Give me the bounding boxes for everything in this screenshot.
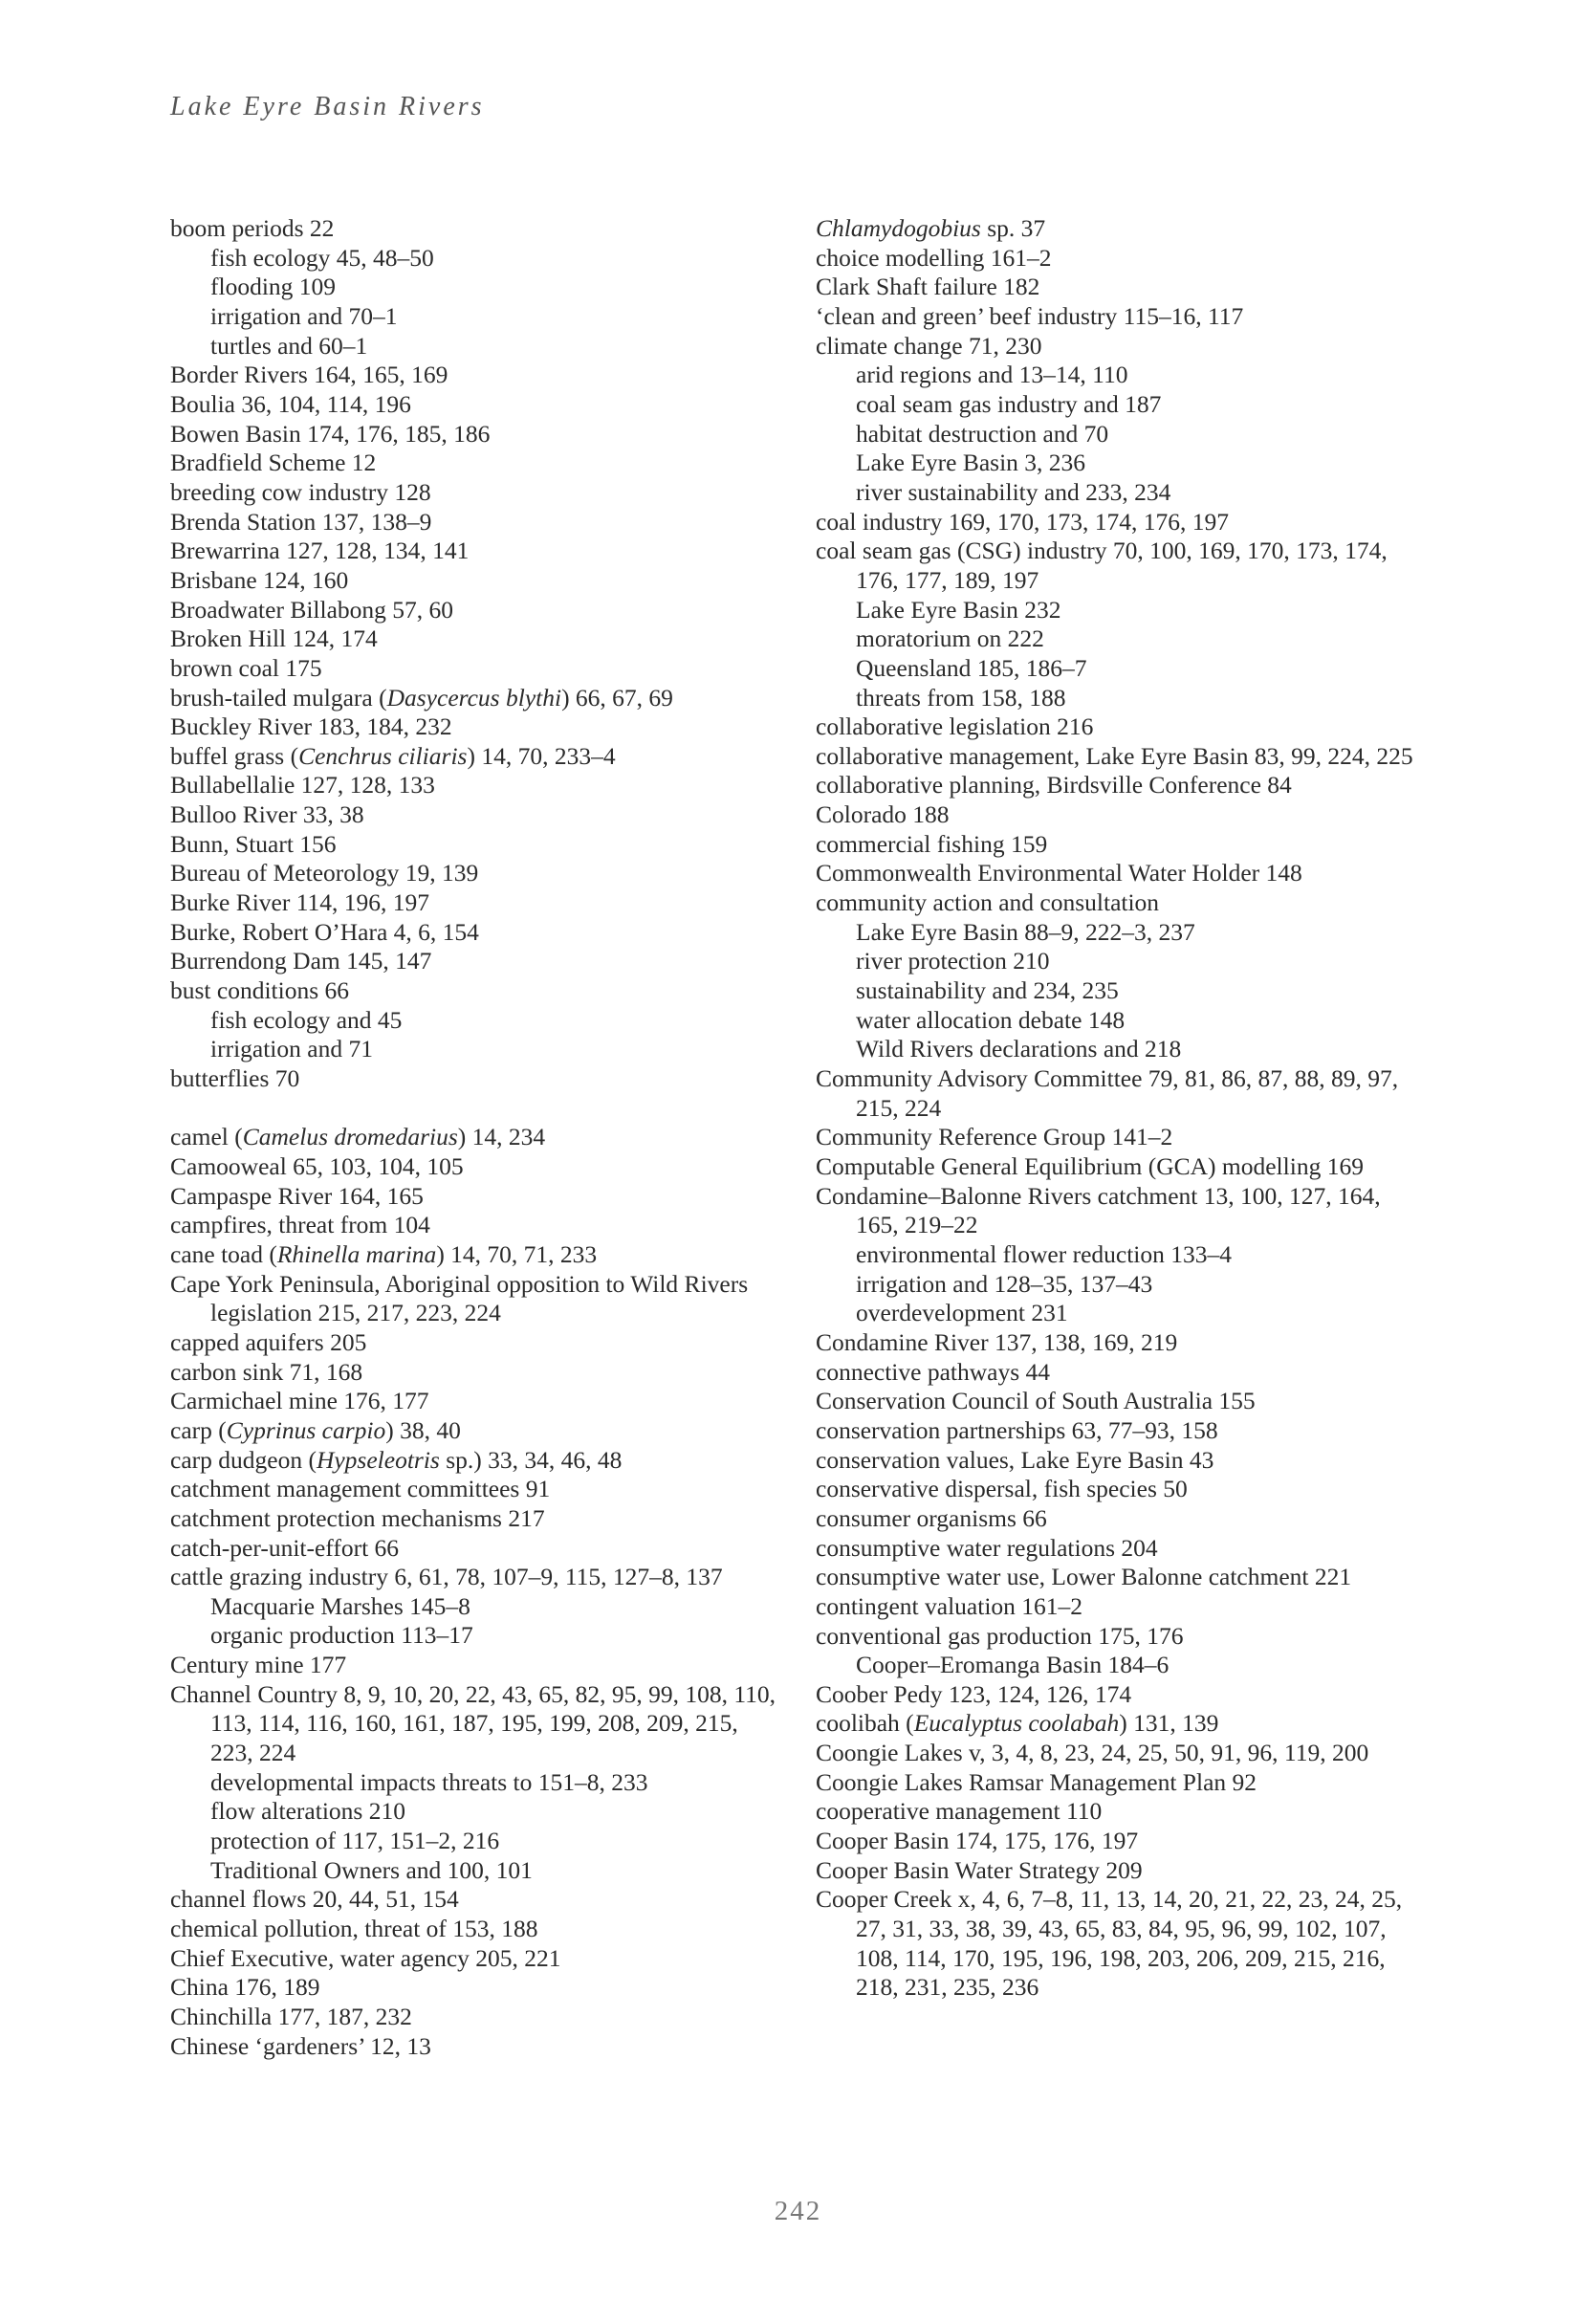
entry-text: buffel grass ( [170,741,299,770]
index-entry [816,1768,1428,1798]
index-entry [816,1563,1428,1592]
entry-text: carbon sink 71, 168 [170,1357,363,1386]
index-entry [816,1328,1428,1358]
entry-text: cattle grazing industry 6, 61, 78, 107–9, 115, 127–8, 137 [170,1563,723,1591]
entry-text: catch-per-unit-effort 66 [170,1533,400,1562]
italic-term: Rhinella marina [276,1239,437,1268]
index-entry [816,1827,1428,1856]
index-subentry [816,1035,1428,1064]
index-entry [170,859,782,888]
index-subentry [816,361,1428,390]
page-number: 242 [774,2196,822,2226]
entry-text: Bureau of Meteorology 19, 139 [170,859,479,887]
italic-term: Cyprinus carpio [226,1415,386,1444]
index-entry [816,1797,1428,1827]
entry-text: Broadwater Billabong 57, 60 [170,595,454,624]
index-entry [816,830,1428,860]
index-subentry [170,332,782,361]
index-entry [170,478,782,508]
entry-text: Condamine River 137, 138, 169, 219 [816,1327,1178,1356]
entry-text: brush-tailed mulgara ( [170,683,387,712]
index-entry [816,1446,1428,1476]
entry-text: Channel Country 8, 9, 10, 20, 22, 43, 65, 82, 95, 99, 108, 110, 113, 114, 116, 160, 161, 187, 195, 199, 208, 209, 215, 223, 224 [170,1679,776,1767]
entry-text: Cooper Basin 174, 175, 176, 197 [816,1827,1139,1855]
entry-text: channel flows 20, 44, 51, 154 [170,1885,459,1914]
index-entry [170,800,782,830]
italic-term: Eucalyptus coolabah [913,1709,1120,1738]
entry-text: bust conditions 66 [170,976,350,1005]
entry-text: water allocation debate 148 [856,1005,1126,1034]
index-entry [170,2003,782,2032]
index-subentry [170,1006,782,1036]
index-subentry [170,1856,782,1886]
entry-text: Chinese ‘gardeners’ 12, 13 [170,2031,431,2060]
entry-text: coal industry 169, 170, 173, 174, 176, 197 [816,507,1230,536]
index-entry [816,214,1428,244]
index-entry [170,390,782,420]
index-entry [816,1856,1428,1886]
italic-term: Chlamydogobius [816,214,981,242]
index-entry [816,1182,1428,1240]
entry-text: brown coal 175 [170,653,322,682]
entry-text: Burke, Robert O’Hara 4, 6, 154 [170,917,479,946]
index-entry [170,1387,782,1416]
entry-text: butterflies 70 [170,1064,300,1093]
entry-text: consumptive water use, Lower Balonne catchment 221 [816,1563,1352,1591]
entry-text: environmental flower reduction 133–4 [856,1239,1233,1268]
index-entry [816,1680,1428,1710]
index-entry [170,1885,782,1915]
entry-text: Broken Hill 124, 174 [170,624,378,653]
entry-text: boom periods 22 [170,214,335,242]
index-entry [170,624,782,654]
entry-text: breeding cow industry 128 [170,477,431,506]
index-entry [816,888,1428,918]
index-entry [816,1358,1428,1388]
index-subentry [816,684,1428,713]
index-subentry [816,1270,1428,1300]
entry-text: choice modelling 161–2 [816,243,1052,272]
entry-text: Cape York Peninsula, Aboriginal opposition to Wild Rivers legislation 215, 217, 223, 224 [170,1269,749,1327]
index-entry [170,420,782,449]
entry-text: contingent valuation 161–2 [816,1591,1083,1620]
index-subentry [816,449,1428,478]
index-entry [170,1446,782,1476]
index-subentry [816,654,1428,684]
entry-text: Border Rivers 164, 165, 169 [170,361,448,389]
index-entry [170,684,782,713]
entry-text: collaborative management, Lake Eyre Basin 83, 99, 224, 225 [816,741,1413,770]
entry-text: Computable General Equilibrium (GCA) modelling 169 [816,1152,1364,1180]
entry-text: river protection 210 [856,947,1050,975]
entry-text: coolibah ( [816,1709,914,1738]
entry-text: threats from 158, 188 [856,683,1066,712]
index-entry [170,1416,782,1446]
entry-text: community action and consultation [816,888,1160,917]
index-entry [170,888,782,918]
index-entry [170,1504,782,1534]
index-entry [816,1885,1428,2003]
entry-text: ) 14, 70, 71, 233 [436,1239,598,1268]
entry-text: Camooweal 65, 103, 104, 105 [170,1151,464,1180]
entry-text: developmental impacts threats to 151–8, 233 [210,1767,648,1796]
entry-text: Traditional Owners and 100, 101 [210,1855,533,1884]
entry-text: climate change 71, 230 [816,331,1042,360]
entry-text: Coongie Lakes v, 3, 4, 8, 23, 24, 25, 50, 91, 96, 119, 200 [816,1739,1369,1767]
entry-text: China 176, 189 [170,1973,320,2002]
index-entry [816,1123,1428,1152]
entry-text: sp.) 33, 34, 46, 48 [439,1445,623,1474]
index-entry [816,859,1428,888]
entry-text: Cooper Basin Water Strategy 209 [816,1855,1143,1884]
index-subentry [170,1768,782,1798]
index-subentry [816,390,1428,420]
entry-text: habitat destruction and 70 [856,419,1109,448]
index-column-right [816,214,1428,2003]
index-subentry [170,1827,782,1856]
index-subentry [816,918,1428,948]
index-entry [170,1152,782,1182]
index-entry [816,332,1428,361]
index-entry [170,1211,782,1240]
entry-text: coal seam gas industry and 187 [856,389,1162,418]
entry-text: consumptive water regulations 204 [816,1533,1158,1562]
index-entry [170,1680,782,1768]
index-entry [170,214,782,244]
entry-text: fish ecology and 45 [210,1005,403,1034]
entry-text: Chinchilla 177, 187, 232 [170,2003,412,2031]
entry-text: camel ( [170,1123,243,1151]
index-entry [170,742,782,772]
entry-text: Lake Eyre Basin 232 [856,595,1061,624]
index-entry [170,976,782,1006]
entry-text: overdevelopment 231 [856,1299,1068,1327]
index-entry [816,1622,1428,1652]
index-entry [170,712,782,742]
entry-text: cooperative management 110 [816,1797,1103,1826]
index-entry [816,1592,1428,1622]
entry-text: ) 66, 67, 69 [561,683,673,712]
index-subentry [170,1621,782,1651]
entry-text: Burrendong Dam 145, 147 [170,947,432,975]
index-subentry [816,976,1428,1006]
entry-text: carp ( [170,1415,227,1444]
index-entry [816,1504,1428,1534]
entry-text: Clark Shaft failure 182 [816,273,1040,301]
index-entry [170,1475,782,1504]
entry-text: catchment management committees 91 [170,1475,551,1503]
entry-text: capped aquifers 205 [170,1327,367,1356]
index-entry [170,1973,782,2003]
italic-term: Camelus dromedarius [242,1123,458,1151]
entry-text: Cooper–Eromanga Basin 184–6 [856,1651,1170,1679]
entry-text: sustainability and 234, 235 [856,976,1119,1005]
index-entry [170,1358,782,1388]
italic-term: Cenchrus ciliaris [298,741,468,770]
entry-text: flooding 109 [210,273,337,301]
entry-text: conservative dispersal, fish species 50 [816,1475,1188,1503]
index-entry [816,1534,1428,1564]
index-subentry [816,624,1428,654]
entry-text: irrigation and 128–35, 137–43 [856,1269,1153,1298]
entry-text: fish ecology 45, 48–50 [210,243,434,272]
entry-text: turtles and 60–1 [210,331,368,360]
entry-text: Queensland 185, 186–7 [856,653,1087,682]
entry-text: campfires, threat from 104 [170,1211,430,1239]
entry-text: Bowen Basin 174, 176, 185, 186 [170,419,491,448]
entry-text: Bunn, Stuart 156 [170,829,337,858]
index-subentry [816,947,1428,976]
index-subentry [170,1035,782,1064]
entry-text: conventional gas production 175, 176 [816,1621,1184,1650]
entry-text: chemical pollution, threat of 153, 188 [170,1915,538,1943]
entry-text: sp. 37 [980,214,1046,242]
entry-text: consumer organisms 66 [816,1503,1047,1532]
index-entry [170,537,782,566]
entry-text: Colorado 188 [816,800,950,829]
entry-text: arid regions and 13–14, 110 [856,361,1128,389]
index-entry [170,508,782,537]
entry-text: Condamine–Balonne Rivers catchment 13, 100, 127, 164, 165, 219–22 [816,1181,1381,1239]
index-entry [816,508,1428,537]
index-subentry [170,244,782,274]
entry-text: Boulia 36, 104, 114, 196 [170,389,411,418]
index-entry [170,566,782,596]
entry-text: coal seam gas (CSG) industry 70, 100, 169, 170, 173, 174, 176, 177, 189, 197 [816,537,1388,594]
entry-text: ) 14, 70, 233–4 [467,741,616,770]
index-subentry [816,420,1428,449]
index-entry [816,537,1428,595]
index-entry [816,1064,1428,1123]
index-entry [170,947,782,976]
index-entry [170,1534,782,1564]
entry-text: catchment protection mechanisms 217 [170,1503,545,1532]
entry-text: commercial fishing 159 [816,829,1048,858]
entry-text: flow alterations 210 [210,1797,405,1826]
index-entry [816,1152,1428,1182]
entry-text: Bullabellalie 127, 128, 133 [170,771,435,800]
index-entry [170,449,782,478]
index-entry [816,244,1428,274]
index-subentry [816,596,1428,625]
italic-term: Hypseleotris [316,1445,440,1474]
index-entry [816,273,1428,302]
index-entry [170,1944,782,1974]
entry-text: conservation partnerships 63, 77–93, 158 [816,1415,1218,1444]
entry-text: ‘clean and green’ beef industry 115–16, 117 [816,301,1244,330]
index-entry [170,596,782,625]
index-subentry [816,478,1428,508]
index-entry [170,2032,782,2062]
index-column-left [170,214,782,2061]
entry-text: irrigation and 71 [210,1035,373,1063]
index-entry [816,1416,1428,1446]
entry-text: Brenda Station 137, 138–9 [170,507,432,536]
index-entry [816,742,1428,772]
entry-text: organic production 113–17 [210,1621,473,1650]
index-subentry [170,273,782,302]
index-entry [170,1328,782,1358]
entry-text: moratorium on 222 [856,624,1044,653]
index-entry [170,918,782,948]
entry-text: Macquarie Marshes 145–8 [210,1591,470,1620]
entry-text: Buckley River 183, 184, 232 [170,712,452,741]
index-entry [816,1709,1428,1739]
entry-text: protection of 117, 151–2, 216 [210,1827,500,1855]
entry-text: Cooper Creek x, 4, 6, 7–8, 11, 13, 14, 20, 21, 22, 23, 24, 25, 27, 31, 33, 38, 39, 43, 65, 83, 84, 95, 96, 99, 102, 107, 108, 114, 170, 195, 196, 198, 203, 206, 209, 215, 216, 218, 231, 235, 236 [816,1885,1403,2002]
entry-text: Lake Eyre Basin 88–9, 222–3, 237 [856,917,1195,946]
index-entry [170,1915,782,1944]
entry-text: Burke River 114, 196, 197 [170,888,430,917]
index-entry [170,1240,782,1270]
index-entry [170,1651,782,1680]
entry-text: collaborative planning, Birdsville Conference 84 [816,771,1292,800]
entry-text: Community Reference Group 141–2 [816,1123,1173,1151]
entry-text: Bradfield Scheme 12 [170,449,377,477]
entry-text: Brisbane 124, 160 [170,565,349,594]
index-entry [170,1182,782,1212]
entry-text: connective pathways 44 [816,1357,1051,1386]
entry-text: cane toad ( [170,1239,277,1268]
entry-text: irrigation and 70–1 [210,301,398,330]
index-subentry [170,1592,782,1622]
entry-text: Conservation Council of South Australia 155 [816,1387,1256,1415]
index-entry [816,1387,1428,1416]
entry-text: Coober Pedy 123, 124, 126, 174 [816,1679,1132,1708]
index-entry [816,302,1428,332]
entry-text: ) 131, 139 [1119,1709,1219,1738]
entry-text: conservation values, Lake Eyre Basin 43 [816,1445,1214,1474]
entry-text: Bulloo River 33, 38 [170,800,364,829]
index-entry [170,361,782,390]
index-subentry [816,1651,1428,1680]
entry-text: ) 38, 40 [385,1415,461,1444]
entry-text: Community Advisory Committee 79, 81, 86, 87, 88, 89, 97, 215, 224 [816,1064,1399,1122]
index-entry [170,830,782,860]
entry-text: carp dudgeon ( [170,1445,317,1474]
entry-text: ) 14, 234 [457,1123,546,1151]
index-entry [816,1739,1428,1768]
index-entry [170,1123,782,1152]
entry-text: Commonwealth Environmental Water Holder 148 [816,859,1302,887]
italic-term: Dasycercus blythi [386,683,562,712]
index-entry [170,1064,782,1094]
index-entry [170,1563,782,1592]
index-subentry [816,1006,1428,1036]
entry-text: collaborative legislation 216 [816,712,1094,741]
entry-text: Campaspe River 164, 165 [170,1181,424,1210]
entry-text: Century mine 177 [170,1651,347,1679]
running-header: Lake Eyre Basin Rivers [170,92,485,121]
index-entry [170,1270,782,1328]
entry-text: Coongie Lakes Ramsar Management Plan 92 [816,1767,1257,1796]
entry-text: river sustainability and 233, 234 [856,477,1171,506]
index-subentry [816,1240,1428,1270]
entry-text: Chief Executive, water agency 205, 221 [170,1943,561,1972]
entry-text: Brewarrina 127, 128, 134, 141 [170,537,470,565]
index-entry [170,654,782,684]
entry-text: Carmichael mine 176, 177 [170,1387,429,1415]
index-entry [816,1475,1428,1504]
index-subentry [170,1797,782,1827]
index-entry [816,712,1428,742]
entry-text: Wild Rivers declarations and 218 [856,1035,1182,1063]
entry-text: Lake Eyre Basin 3, 236 [856,449,1086,477]
index-entry [170,771,782,800]
index-subentry [170,302,782,332]
index-subentry [816,1299,1428,1328]
index-entry [816,800,1428,830]
index-entry [816,771,1428,800]
